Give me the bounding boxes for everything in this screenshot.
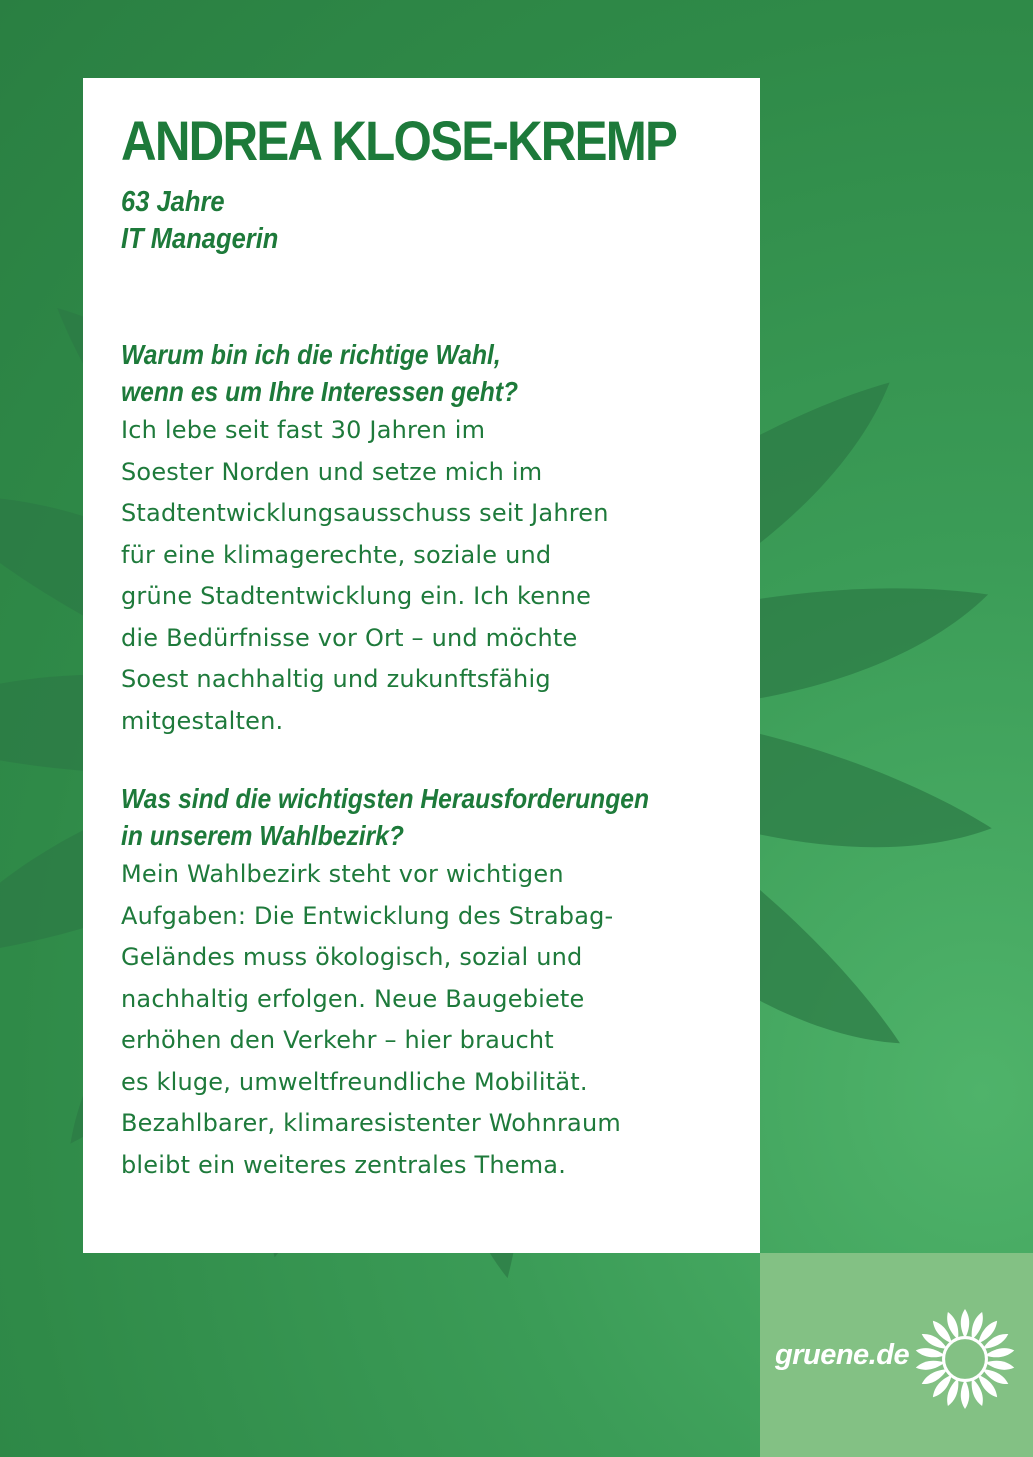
section-2 <box>121 780 721 1186</box>
answer-line: Aufgaben: Die Entwicklung des Strabag- <box>121 901 614 930</box>
section-2-question <box>121 780 721 854</box>
answer-line: nachhaltig erfolgen. Neue Baugebiete <box>121 984 585 1013</box>
candidate-card <box>83 78 760 1253</box>
question-line: Warum bin ich die richtige Wahl, <box>121 339 501 370</box>
answer-line: es kluge, umweltfreundliche Mobilität. <box>121 1067 588 1096</box>
answer-line: bleibt ein weiteres zentrales Thema. <box>121 1150 567 1179</box>
answer-line: Stadtentwicklungsausschuss seit Jahren <box>121 499 609 527</box>
candidate-age: 63 Jahre <box>121 186 225 218</box>
candidate-name: ANDREA KLOSE-KREMP <box>121 109 677 172</box>
section-2-answer <box>121 854 721 1186</box>
answer-line: Soest nachhaltig und zukunftsfähig <box>121 665 551 693</box>
section-1-answer <box>121 410 609 742</box>
answer-line: für eine klimagerechte, soziale und <box>121 540 552 569</box>
question-line: Was sind die wichtigsten Herausforderungen <box>121 783 650 814</box>
answer-line: die Bedürfnisse vor Ort – und möchte <box>121 623 578 652</box>
question-line: wenn es um Ihre Interessen geht? <box>121 376 519 407</box>
answer-line: erhöhen den Verkehr – hier braucht <box>121 1026 554 1054</box>
website-link[interactable]: gruene.de <box>775 1339 910 1371</box>
answer-line: Geländes muss ökologisch, sozial und <box>121 943 583 971</box>
brand-box <box>760 1253 1033 1457</box>
answer-line: Soester Norden und setze mich im <box>121 457 543 486</box>
answer-line: Bezahlbarer, klimaresistenter Wohnraum <box>121 1109 621 1137</box>
section-1-question <box>121 336 609 410</box>
candidate-meta <box>121 184 300 258</box>
answer-line: grüne Stadtentwicklung ein. Ich kenne <box>121 582 592 610</box>
answer-line: Ich lebe seit fast 30 Jahren im <box>121 416 486 444</box>
answer-line: mitgestalten. <box>121 706 284 735</box>
sunflower-icon <box>914 1308 1016 1410</box>
question-line: in unserem Wahlbezirk? <box>121 820 404 851</box>
answer-line: Mein Wahlbezirk steht vor wichtigen <box>121 860 564 888</box>
candidate-occupation: IT Managerin <box>121 223 279 255</box>
section-1 <box>121 336 609 742</box>
